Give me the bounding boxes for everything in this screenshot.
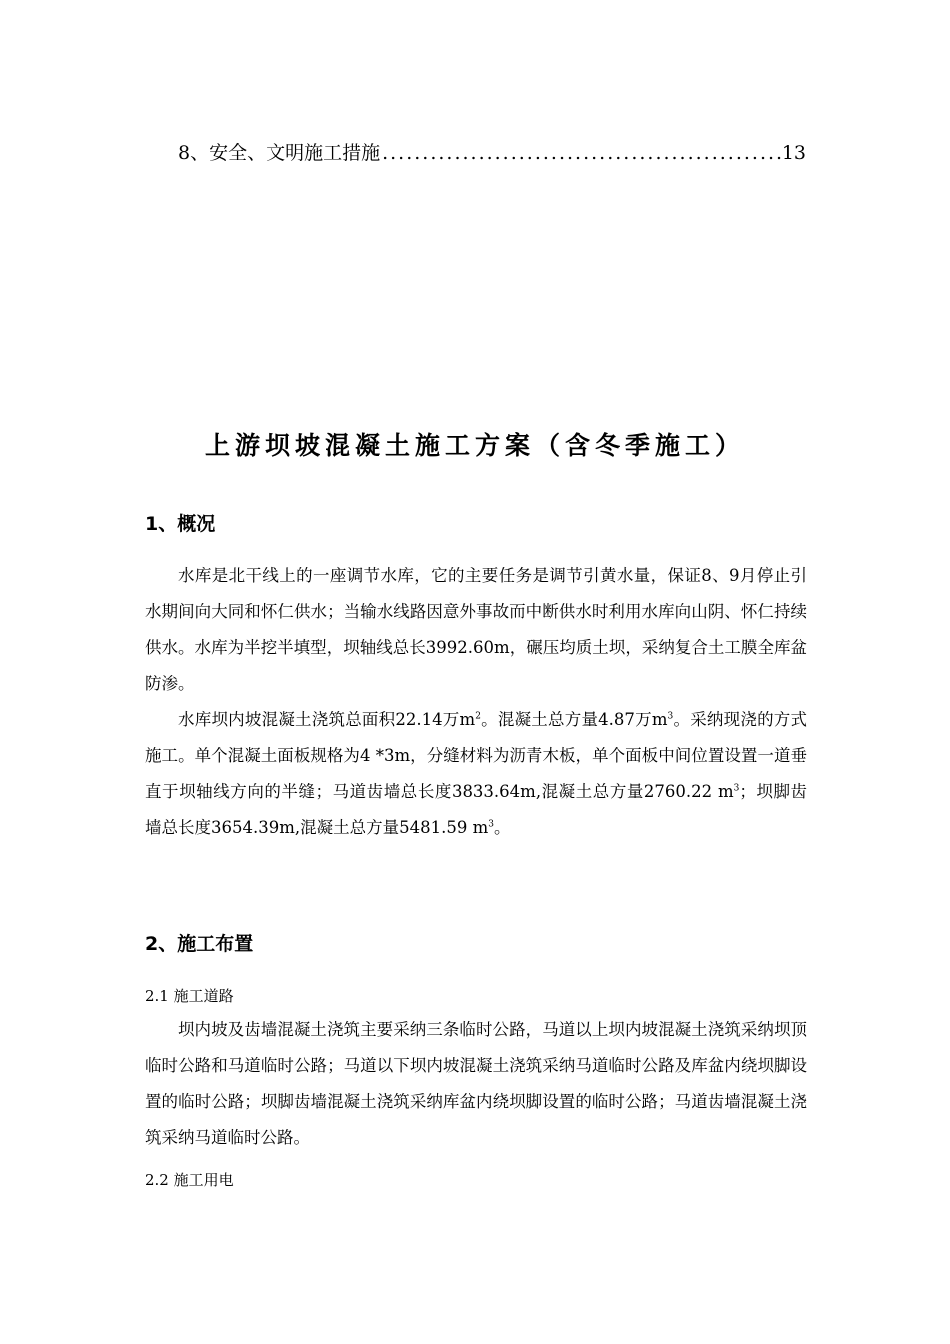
subsection-2-1-heading: 2.1 施工道路 bbox=[145, 987, 234, 1005]
toc-entry-label: 8、安全、文明施工措施 bbox=[178, 142, 381, 164]
paragraph-text: 。 bbox=[493, 818, 511, 837]
paragraph-text: 。采纳现浇的方式施工。单个混凝土面板规格为4 *3m，分缝材料为沥青木板，单个面板中间位置设置一道垂直于坝轴线方向的半缝；马道齿墙总长度3833.64m,混凝土总方量2760.22 m bbox=[145, 710, 808, 801]
document-title: 上游坝坡混凝土施工方案（含冬季施工） bbox=[204, 431, 745, 460]
subsection-2-1-paragraph: 坝内坡及齿墙混凝土浇筑主要采纳三条临时公路，马道以上坝内坡混凝土浇筑采纳坝顶临时公路和马道临时公路；马道以下坝内坡混凝土浇筑采纳马道临时公路及库盆内绕坝脚设置的临时公路；坝脚齿墙混凝土浇筑采纳库盆内绕坝脚设置的临时公路；马道齿墙混凝土浇筑采纳马道临时公路。 bbox=[145, 1020, 807, 1147]
paragraph-text: ；坝脚齿墙总长度3654.39m,混凝土总方量5481.59 m bbox=[145, 782, 808, 837]
section-1-paragraph-2 bbox=[145, 702, 807, 846]
paragraph-text: 。混凝土总方量4.87万m bbox=[480, 710, 668, 729]
superscript: 3 bbox=[733, 783, 740, 794]
paragraph-text: 水库坝内坡混凝土浇筑总面积22.14万m bbox=[178, 710, 476, 729]
toc-dot-leader bbox=[380, 138, 782, 168]
subsection-2-2-heading: 2.2 施工用电 bbox=[145, 1171, 234, 1189]
superscript: 2 bbox=[475, 711, 481, 722]
section-1-heading: 1、概况 bbox=[145, 513, 216, 535]
section-2-heading: 2、施工布置 bbox=[145, 933, 254, 955]
superscript: 3 bbox=[488, 819, 494, 830]
superscript: 3 bbox=[667, 711, 674, 722]
section-1-paragraph-1: 水库是北干线上的一座调节水库，它的主要任务是调节引黄水量，保证8、9月停止引水期间向大同和怀仁供水；当输水线路因意外事故而中断供水时利用水库向山阴、怀仁持续供水。水库为半挖半填型，坝轴线总长3992.60m，碾压均质土坝，采纳复合土工膜全库盆防渗。 bbox=[145, 566, 807, 693]
toc-entry[interactable] bbox=[178, 138, 806, 168]
toc-entry-page: 13 bbox=[781, 142, 806, 164]
